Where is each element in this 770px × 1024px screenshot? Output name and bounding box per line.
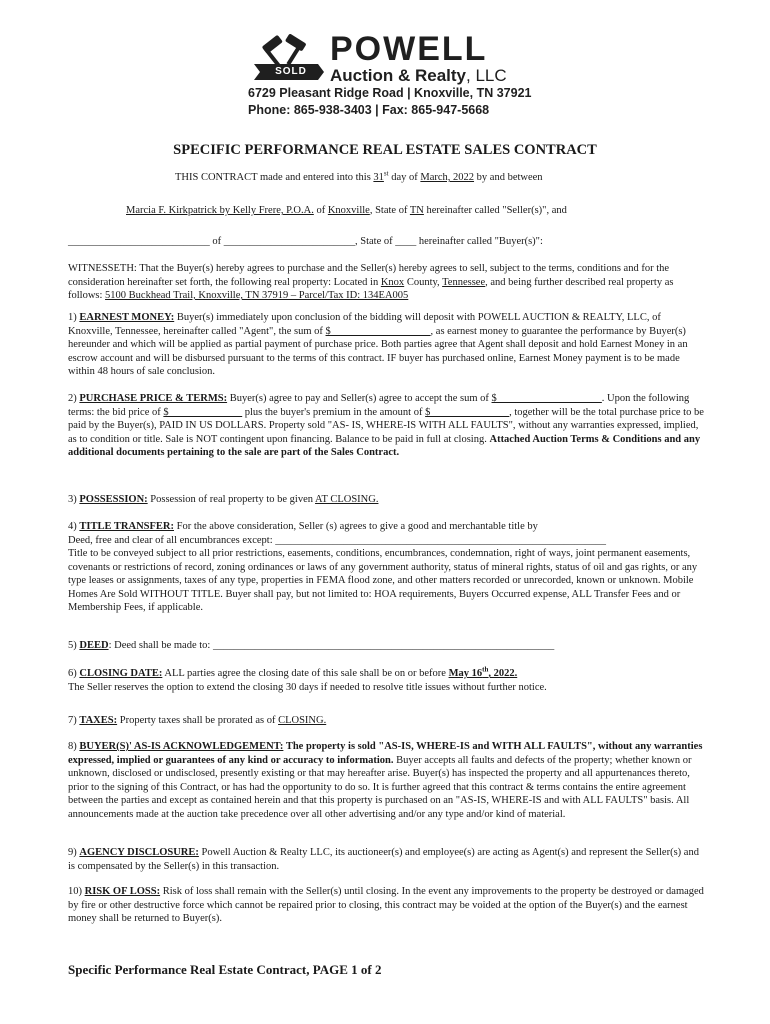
seller-city: Knoxville — [327, 205, 370, 216]
brand-subtitle: Auction & Realty, LLC — [330, 66, 507, 85]
seller-state: TN — [409, 205, 424, 216]
section-title-transfer: 4) TITLE TRANSFER: For the above consideration, Seller (s) agrees to give a good and merchantable title by Deed, free and clear of all encumbrances except: _______________________________________________________________ Title to be conveyed subject to all prior restrictions, easements, conditions, encumbrances, condemnation, right of ways, joint permanent easements, covenants or restrictions of record, zoning ordinances or laws of any government authority, status of mineral rights, status of oil and gas rights, or any type leases or assignments, taxes of any type, properties in FEMA flood zone, and other matters recorded or unrecorded, known or unknown. Mobile Homes Are Sold WITHOUT TITLE. Buyer shall pay, but not limited to: HOA requirements, Buyers Occurred expense, ALL Transfer Fees and or Membership Fees, if applicable. — [68, 521, 698, 613]
section-agency: 9) AGENCY DISCLOSURE: Powell Auction & Realty LLC, its auctioneer(s) and employee(s) are acting as Agent(s) and represent the Seller(s) and is compensated by the Seller(s) in this transaction. — [68, 847, 699, 872]
bid-price-field[interactable]: $______________ — [163, 406, 243, 418]
intro-line: THIS CONTRACT made and entered into this 31st day of March, 2022 by and between — [175, 169, 543, 183]
witnesseth-paragraph: WITNESSETH: That the Buyer(s) hereby agrees to purchase and the Seller(s) hereby agrees to sell, subject to the terms, conditions and for the consideration hereinafter set forth, the following real property: Located in Knox County, Tennessee, and being further described real property as follows: 5100 Buckhead Trail, Knoxville, TN 37919 – Parcel/Tax ID: 134EA005 — [68, 263, 674, 301]
page-footer: Specific Performance Real Estate Contract, PAGE 1 of 2 — [68, 962, 382, 977]
buyer-line: ___________________________ of _________________________, State of ____ hereinafter called "Buyer(s)": — [68, 236, 543, 247]
sold-badge: SOLD — [275, 66, 307, 77]
buyer-city-blank[interactable]: _________________________ — [223, 236, 355, 247]
purchase-sum-field[interactable]: $____________________ — [491, 393, 602, 404]
seller-name: Marcia F. Kirkpatrick by Kelly Frere, P.O.A. — [126, 205, 314, 216]
section-possession: 3) POSSESSION: Possession of real property to be given AT CLOSING. — [68, 494, 379, 505]
contract-day: 31 — [373, 172, 384, 183]
buyer-name-blank[interactable]: ___________________________ — [68, 236, 210, 247]
company-logo — [248, 30, 548, 120]
section-earnest-money: 1) EARNEST MONEY: Buyer(s) immediately upon conclusion of the bidding will deposit with POWELL AUCTION & REALTY, LLC, of Knoxville, Tennessee, hereinafter called "Agent", the sum of $___________________, as earnest money to guarantee the performance by Buyer(s) hereunder and which will be applied as partial payment of purchase price. Both parties agree that Agent shall deposit and hold Earnest Money in an escrow account and will be disbursed pursuant to the terms of this contract. IF buyer has purchased online, Earnest Money payment is to be made within 48 hours of sale conclusion. — [68, 312, 688, 377]
earnest-amount-field[interactable]: $___________________ — [325, 325, 431, 337]
document-title: SPECIFIC PERFORMANCE REAL ESTATE SALES CONTRACT — [173, 142, 597, 158]
closing-date: May 16th, 2022. — [448, 665, 518, 679]
seller-line: Marcia F. Kirkpatrick by Kelly Frere, P.O.A. of Knoxville, State of TN hereinafter called "Seller(s)", and — [126, 205, 567, 216]
brand-phone: Phone: 865-938-3403 | Fax: 865-947-5668 — [248, 103, 490, 117]
section-closing-date: 6) CLOSING DATE: ALL parties agree the closing date of this sale shall be on or before May 16th, 2022. The Seller reserves the option to extend the closing 30 days if needed to resolve title issues without further notice. — [68, 665, 547, 693]
section-deed: 5) DEED: Deed shall be made to: _________________________________________________________________ — [68, 640, 555, 651]
contract-month: March, 2022 — [420, 172, 475, 183]
property-description: 5100 Buckhead Trail, Knoxville, TN 37919 – Parcel/Tax ID: 134EA005 — [105, 290, 409, 301]
section-purchase-price: 2) PURCHASE PRICE & TERMS: Buyer(s) agree to pay and Seller(s) agree to accept the sum of $____________________. Upon the following terms: the bid price of $______________ plus the buyer's premium in the amount of $_______________, together will be the total purchase price to be paid by the Buyer(s), PAID IN US DOLLARS. Property sold "AS- IS, WHERE-IS WITH ALL FAULTS", without any warranties expressed, implied, as to condition or title. Sale is NOT contingent upon financing. Balance to be paid in full at closing. Attached Auction Terms & Conditions and any additional documents pertaining to the sale are part of the Sales Contract. — [68, 393, 704, 458]
brand-address: 6729 Pleasant Ridge Road | Knoxville, TN 37921 — [248, 86, 532, 100]
section-risk-of-loss: 10) RISK OF LOSS: Risk of loss shall remain with the Seller(s) until closing. In the event any improvements to the property be destroyed or damaged by fire or other destructive force which cannot be repaired prior to closing, this contract may be voided at the option of the Buyer(s) and the earnest money shall be returned to Buyer(s). — [68, 886, 704, 924]
premium-field[interactable]: $_______________ — [425, 406, 510, 418]
brand-name: POWELL — [330, 30, 488, 68]
deed-recipient-blank[interactable]: _________________________________________________________________ — [212, 640, 555, 651]
section-taxes: 7) TAXES: Property taxes shall be prorated as of CLOSING. — [68, 715, 327, 726]
section-as-is: 8) BUYER(S)' AS-IS ACKNOWLEDGEMENT: The property is sold "AS-IS, WHERE-IS and WITH ALL FAULTS", without any warranties expressed, implied or guarantees of any kind or accuracy to information. Buyer accepts all faults and defects of the property; whether known or unknown, disclosed or undisclosed, presently existing or that may hereafter arise. Buyer(s) has inspected the property and all appurtenances thereto, prior to the signing of this Contract, or has had the opportunity to do so. It is further agreed that this contract & terms contains the entire agreement between the parties and except as contained herein and that this property is purchased on an "AS-IS, WHERE-IS and with ALL FAULTS" basis. All announcements made at the auction take precedence over all other advertising and/or any type and/or kind of material. — [68, 741, 703, 820]
encumbrances-blank[interactable]: _______________________________________________________________ — [275, 534, 607, 546]
gavel-sold-icon — [248, 34, 328, 86]
